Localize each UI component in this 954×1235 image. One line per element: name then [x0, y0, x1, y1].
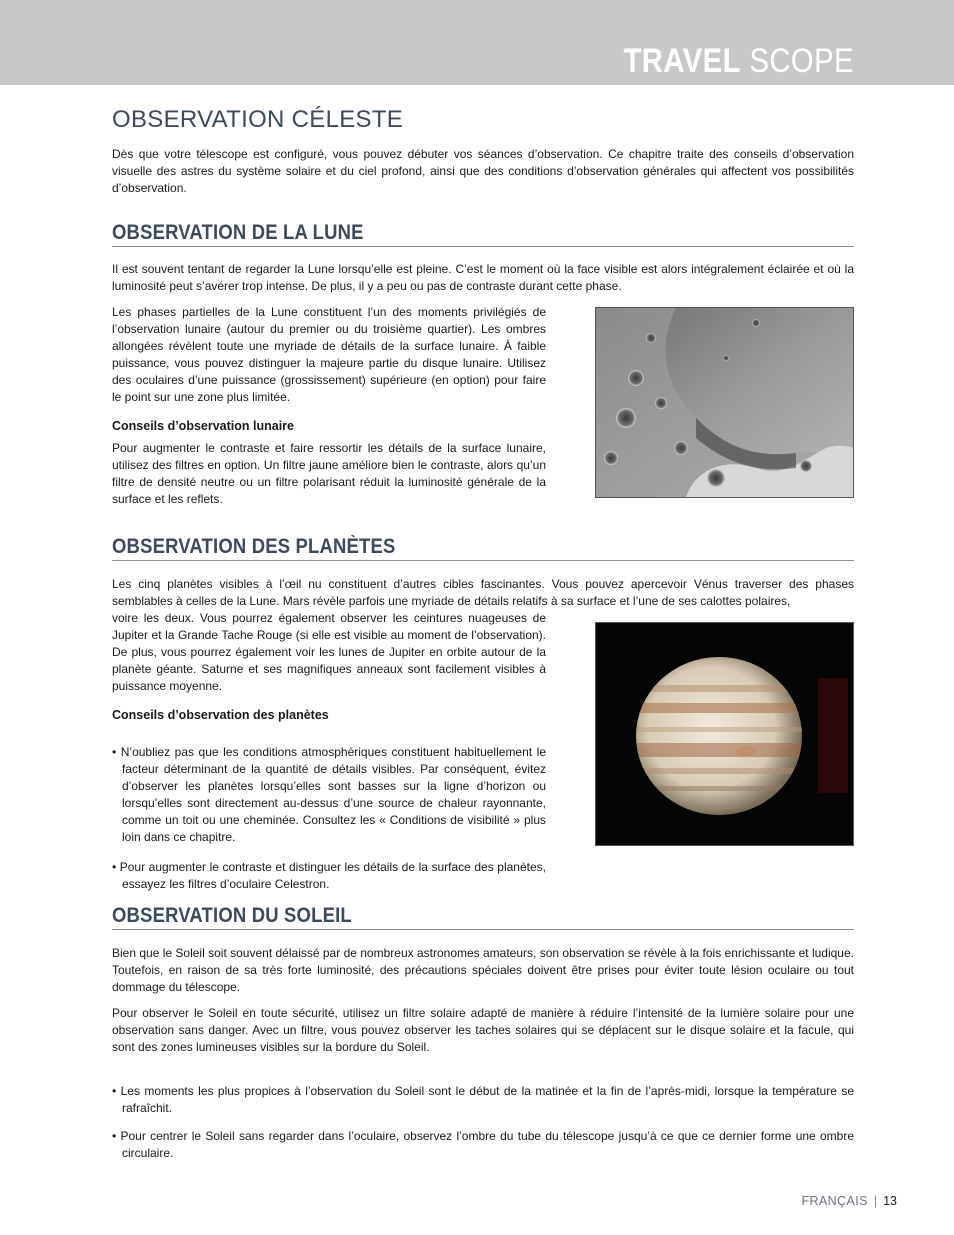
- sun-paragraph-2: Pour observer le Soleil en toute sécurité, utilisez un filtre solaire adapté de manière à réduire l’intensité de la lumière solaire pour une observation sans danger. Avec un filtre, vous pouvez observer les taches solaires qui se déplacent sur le disque solaire et la facule, qui sont des zones lumineuses visibles sur la bordure du Soleil.: [112, 1006, 854, 1054]
- planets-paragraph-1-continued: voire les deux. Vous pourrez également observer les ceintures nuageuses de Jupiter et la Grande Tache Rouge (si elle est visible au moment de l’observation). De plus, vous pourrez également voir les lunes de Jupiter en orbite autour de la planète géante. Saturne et ses magnifiques anneaux sont facilement visibles à puissance moyenne.: [112, 611, 546, 693]
- moon-heading-text: OBSERVATION DE LA LUNE: [112, 221, 364, 244]
- sun-heading: [112, 903, 854, 930]
- page-number: 13: [883, 1194, 897, 1208]
- moon-photo: [595, 307, 854, 498]
- intro-paragraph: Dès que votre télescope est configuré, vous pouvez débuter vos séances d’observation. Ce chapitre traite des conseils d’observation visuelle des astres du système solaire et du ciel profond, ainsi que des conditions d’observation générales qui affectent vos possibilités d’observation.: [112, 147, 854, 195]
- sun-heading-text: OBSERVATION DU SOLEIL: [112, 904, 352, 927]
- moon-paragraph-1: Il est souvent tentant de regarder la Lune lorsqu’elle est pleine. C’est le moment où la face visible est alors intégralement éclairée et où la luminosité peut s’avérer trop intense. De plus, il y a peu ou pas de contraste durant cette phase.: [112, 262, 854, 293]
- footer-language: FRANÇAIS: [801, 1194, 868, 1208]
- jupiter-photo: [595, 622, 854, 846]
- moon-heading: [112, 220, 854, 247]
- planets-bullet-2: • Pour augmenter le contraste et distinguer les détails de la surface des planètes, essayez les filtres d’oculaire Celestron.: [112, 860, 546, 891]
- intro-title: OBSERVATION CÉLESTE: [112, 106, 404, 133]
- planets-heading-text: OBSERVATION DES PLANÈTES: [112, 535, 396, 558]
- brand-bold: TRAVEL: [623, 42, 741, 80]
- footer-separator: |: [873, 1194, 878, 1208]
- moon-tips-paragraph: Pour augmenter le contraste et faire ressortir les détails de la surface lunaire, utilisez des filtres en option. Un filtre jaune améliore bien le contraste, alors qu’un filtre de densité neutre ou un filtre polarisant réduit la luminosité générale de la surface et les reflets.: [112, 441, 546, 506]
- sun-bullet-2: • Pour centrer le Soleil sans regarder dans l’oculaire, observez l’ombre du tube du télescope jusqu’à ce que ce dernier forme une ombre circulaire.: [112, 1129, 854, 1160]
- sun-paragraph-1: Bien que le Soleil soit souvent délaissé par de nombreux astronomes amateurs, son observation se révèle à la fois enrichissante et ludique. Toutefois, en raison de sa très forte luminosité, des précautions spéciales doivent être prises pour éviter toute lésion oculaire ou tout dommage du télescope.: [112, 946, 854, 994]
- brand-light: SCOPE: [749, 42, 854, 80]
- moon-tips-title: Conseils d’observation lunaire: [112, 419, 294, 433]
- planets-bullet-1: • N’oubliez pas que les conditions atmosphériques constituent habituellement le facteur déterminant de la quantité de détails visibles. Par conséquent, évitez d’observer les planètes lorsqu’elles sont basses sur la ligne d’horizon ou lorsqu’elles sont directement au-dessus d’une source de chaleur rayonnante, comme un toit ou une cheminée. Consultez les « Conditions de visibilité » plus loin dans ce chapitre.: [112, 745, 546, 844]
- planets-heading: [112, 534, 854, 561]
- sun-bullet-1: • Les moments les plus propices à l’observation du Soleil sont le début de la matinée et la fin de l’après-midi, lorsque la température se rafraîchit.: [112, 1084, 854, 1115]
- planets-tips-title: Conseils d’observation des planètes: [112, 708, 329, 722]
- moon-paragraph-2: Les phases partielles de la Lune constituent l’un des moments privilégiés de l’observation lunaire (autour du premier ou du troisième quartier). Les ombres allongées révèlent toute une myriade de détails de la surface lunaire. À faible puissance, vous pouvez distinguer la majeure partie du disque lunaire. Utilisez des oculaires d’une puissance (grossissement) supérieure (en option) pour faire le point sur une zone plus limitée.: [112, 305, 546, 404]
- brand-title: [624, 40, 854, 82]
- planets-paragraph-1: Les cinq planètes visibles à l’œil nu constituent d’autres cibles fascinantes. Vous pouvez apercevoir Vénus traverser des phases semblables à celles de la Lune. Mars révèle parfois une myriade de détails relatifs à sa surface et l’une de ses calottes polaires,: [112, 577, 854, 608]
- page-footer: [801, 1194, 897, 1208]
